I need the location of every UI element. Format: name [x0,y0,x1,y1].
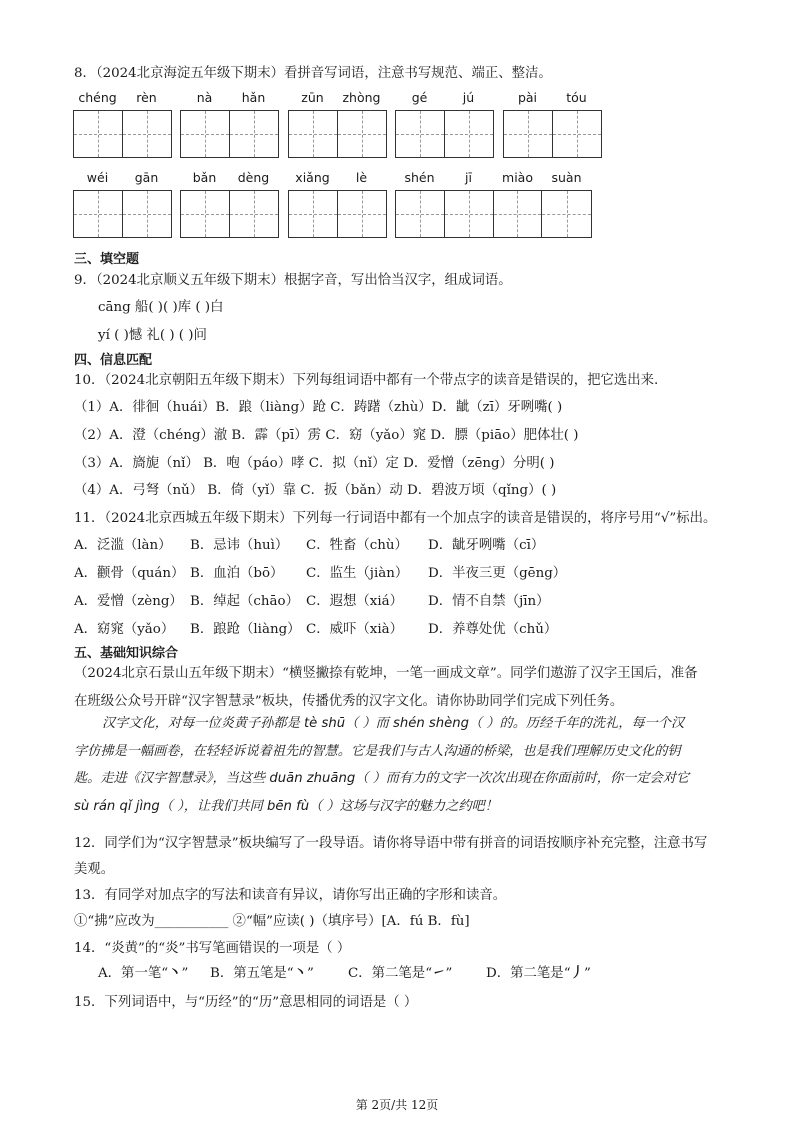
writing-grid[interactable] [180,110,279,158]
passage-line: 汉字文化，对每一位炎黄子孙都是 tè shū（ ）而 shén shèng（ ）的。历经千年的洗礼，每一个汉 [102,716,685,731]
section-heading: 五、基础知识综合 [74,646,179,661]
writing-grid[interactable] [395,190,592,238]
q11-option[interactable]: D．情不自禁（jīn） [428,594,550,609]
q11-option[interactable]: A．颧骨（quán） [74,566,185,581]
writing-grid[interactable] [73,190,172,238]
pinyin-label: jú [462,90,475,105]
q11-option[interactable]: B．绰起（chāo） [190,594,299,609]
q10-item: （2）A．澄（chéng）澈 B．霹（pī）雳 C．窈（yǎo）窕 D．膘（piāo）肥体壮( ) [74,428,579,443]
dot-stroke-icon: 丶 [168,965,182,981]
q11-option[interactable]: D．半夜三更（gēng） [428,566,567,581]
q10-item: （1）A．徘徊（huái）B．踉（liàng）跄 C．踌躇（zhù）D．龇（zī）牙咧嘴( ) [74,400,563,415]
writing-grid[interactable] [73,110,172,158]
q10-item: （3）A．旖旎（nǐ） B．咆（páo）哮 C．拟（nǐ）定 D．爱憎（zēng）分明( ) [74,456,555,471]
section5-intro: （2024北京石景山五年级下期末）“横竖撇捺有乾坤，一笔一画成文章”。同学们遨游了汉字王国后，准备 [74,666,698,681]
q9-title: 9．（2024北京顺义五年级下期末）根据字音，写出恰当汉字，组成词语。 [74,273,512,288]
pinyin-label: lè [355,170,368,185]
passage-line: sù rán qǐ jìng（ ），让我们共同 bēn fù（ ）这场与汉字的魅力之约吧！ [74,798,498,814]
dot-stroke-icon: 丶 [293,965,308,981]
q10-title: 10．（2024北京朝阳五年级下期末）下列每组词语中都有一个带点字的读音是错误的，把它选出来. [74,373,659,388]
passage-line: 字仿拂是一幅画卷，在轻轻诉说着祖先的智慧。它是我们与古人沟通的桥梁，也是我们理解历史文化的钥 [74,743,681,759]
pinyin-label: nà [196,90,213,105]
pinyin-label: shén [404,170,435,185]
q11-option[interactable]: A．窈窕（yǎo） [74,622,175,637]
q14-option-a[interactable]: A．第一笔“丶” [98,965,189,981]
q8-title: 8．（2024北京海淀五年级下期末）看拼音写词语，注意书写规范、端正、整洁。 [74,66,552,81]
pinyin-label: pài [517,90,538,105]
pinyin-label: tóu [566,90,587,105]
pinyin-label: gé [411,90,428,105]
q11-option[interactable]: C．牲畜（chù） [306,538,408,553]
pinyin-label: suàn [551,170,582,185]
rising-stroke-icon: ㇀ [432,965,446,981]
pinyin-label: gān [134,170,159,185]
pinyin-label: xiǎng [295,170,330,185]
q9-line: yí ( )憾 礼( ) ( )问 [98,328,207,343]
passage-line: 匙。走进《汉字智慧录》，当这些 duān zhuāng（ ）而有力的文字一次次出现在你面前时，你一定会对它 [74,771,690,787]
q11-option[interactable]: A．泛滥（làn） [74,538,172,553]
q14-option-c[interactable]: C．第二笔是“㇀” [348,965,453,981]
q11-option[interactable]: C．遐想（xiá） [306,594,404,609]
q11-option[interactable]: C．监生（jiàn） [306,566,409,581]
q14-text: 14．“炎黄”的“炎”书写笔画错误的一项是（ ） [74,941,351,956]
q11-option[interactable]: B．血泊（bō） [190,566,284,581]
pinyin-label: bǎn [192,170,217,185]
writing-grid[interactable] [180,190,279,238]
q11-title: 11．（2024北京西城五年级下期末）下列每一行词语中都有一个加点字的读音是错误的，将序号用“√”标出。 [74,511,717,526]
q11-option[interactable]: D．龇牙咧嘴（cī） [428,538,545,553]
q11-option[interactable]: A．爱憎（zèng） [74,594,183,609]
pinyin-label: hǎn [241,90,266,105]
q11-option[interactable]: D．养尊处优（chǔ） [428,622,558,637]
q9-line: cāng 船( )( )库 ( )白 [98,300,224,315]
q11-option[interactable]: B．忌讳（huì） [190,538,289,553]
writing-grid[interactable] [395,110,494,158]
q14-option-b[interactable]: B．第五笔是“丶” [210,965,314,981]
q15-text: 15．下列词语中，与“历经”的“历”意思相同的词语是（ ） [74,995,418,1010]
q10-item: （4）A．弓弩（nǔ） B．倚（yǐ）靠 C．扳（bǎn）动 D．碧波万顷（qǐng）( ) [74,483,557,498]
writing-grid[interactable] [503,110,602,158]
q13-text: 13．有同学对加点字的写法和读音有异议，请你写出正确的字形和读音。 [74,888,507,903]
q12-text: 12．同学们为“汉字智慧录”板块编写了一段导语。请你将导语中带有拼音的词语按顺序补充完整，注意书写 [74,836,708,851]
q11-option[interactable]: C．威吓（xià） [306,622,404,637]
q11-option[interactable]: B．踉跄（liàng） [190,622,301,637]
pinyin-label: chéng [78,90,117,105]
q14-option-d[interactable]: D．第二笔是“丿” [486,965,591,981]
page-number: 第 2页/共 12页 [355,1098,439,1112]
section-heading: 三、填空题 [74,252,140,267]
pinyin-label: miào [502,170,533,185]
writing-grid[interactable] [288,190,387,238]
pinyin-label: jī [465,170,472,185]
q14-options [98,962,638,984]
pinyin-label: rèn [136,90,157,105]
pinyin-label: wéi [86,170,109,185]
pinyin-label: zūn [301,90,324,105]
writing-grid[interactable] [288,110,387,158]
section5-intro: 在班级公众号开辟“汉字智慧录”板块，传播优秀的汉字文化。请你协助同学们完成下列任务。 [74,694,624,709]
pinyin-label: dèng [237,170,270,185]
pinyin-label: zhòng [342,90,381,105]
left-falling-stroke-icon: 丿 [570,965,584,981]
q12-text: 美观。 [74,862,115,877]
section-heading: 四、信息匹配 [74,353,153,368]
q13-subquestions: ①“拂”应改为___________ ②“幅”应读( )（填序号）[A．fú B．fù] [74,914,470,929]
reading-passage [74,710,724,820]
